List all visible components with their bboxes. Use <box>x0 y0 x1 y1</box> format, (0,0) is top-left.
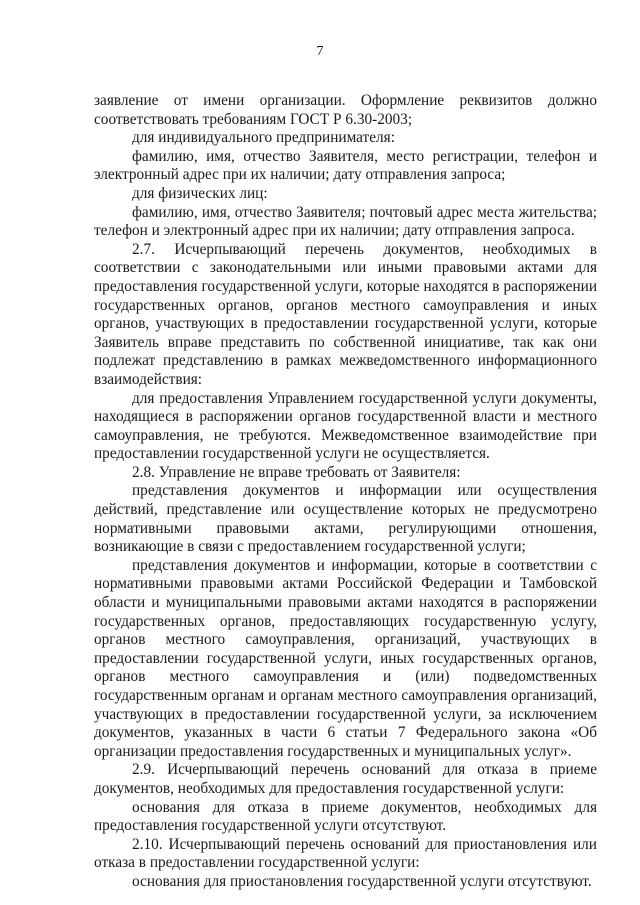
paragraph: заявление от имени организации. Оформление реквизитов должно соответствовать требованиям ГОСТ Р 6.30-2003; <box>94 92 597 128</box>
page-number: 7 <box>316 44 324 59</box>
section-2-10: 2.10. Исчерпывающий перечень оснований для приостановления или отказа в предоставлении государственной услуги: <box>94 835 597 872</box>
section-2-8: 2.8. Управление не вправе требовать от Заявителя: <box>132 463 461 481</box>
section-2-9: 2.9. Исчерпывающий перечень оснований для отказа в приеме документов, необходимых для предоставления государственной услуги: <box>94 761 597 797</box>
paragraph: для предоставления Управлением государственной услуги документы, находящиеся в распоряжении органов государственной власти и местного самоуправления, не требуются. Межведомственное взаимодействие при предоставлении государственной услуги не осуществляется. <box>94 389 597 463</box>
paragraph: основания для отказа в приеме документов, необходимых для предоставления государственной услуги отсутствуют. <box>94 798 597 835</box>
paragraph: фамилию, имя, отчество Заявителя; почтовый адрес места жительства; телефон и электронный адрес при их наличии; дату отправления запроса. <box>94 203 597 240</box>
paragraph: основания для приостановления государственной услуги отсутствуют. <box>132 872 592 890</box>
paragraph: представления документов и информации или осуществления действий, представление или осуществление которых не предусмотрено нормативными правовыми актами, регулирующими отношения, возникающие в связи с предоставлением государственной услуги; <box>94 482 597 556</box>
section-2-7: 2.7. Исчерпывающий перечень документов, необходимых в соответствии с законодательными или иными правовыми актами для предоставления государственной услуги, которые находятся в распоряжении государственных органов, органов местного самоуправления и иных органов, участвующих в предоставлении государственной услуги, которые Заявитель вправе представить по собственной инициативе, так как они подлежат представлению в рамках межведомственного информационного взаимодействия: <box>94 240 597 388</box>
paragraph: фамилию, имя, отчество Заявителя, место регистрации, телефон и электронный адрес при их наличии; дату отправления запроса; <box>94 147 597 184</box>
paragraph: для индивидуального предпринимателя: <box>132 129 395 147</box>
document-body <box>94 92 597 892</box>
paragraph: для физических лиц: <box>132 184 268 202</box>
paragraph: представления документов и информации, которые в соответствии с нормативными правовыми актами Российской Федерации и Тамбовской области и муниципальными правовыми актами находятся в распоряжении государственных органов, предоставляющих государственную услугу, органов местного самоуправления, организаций, участвующих в предоставлении государственной услуги, иных государственных органов, органов местного самоуправления и (или) подведомственных государственным органам и органам местного самоуправления организаций, участвующих в предоставлении государственной услуги, за исключением документов, указанных в части 6 статьи 7 Федерального закона «Об организации предоставления государственных и муниципальных услуг». <box>94 556 597 760</box>
